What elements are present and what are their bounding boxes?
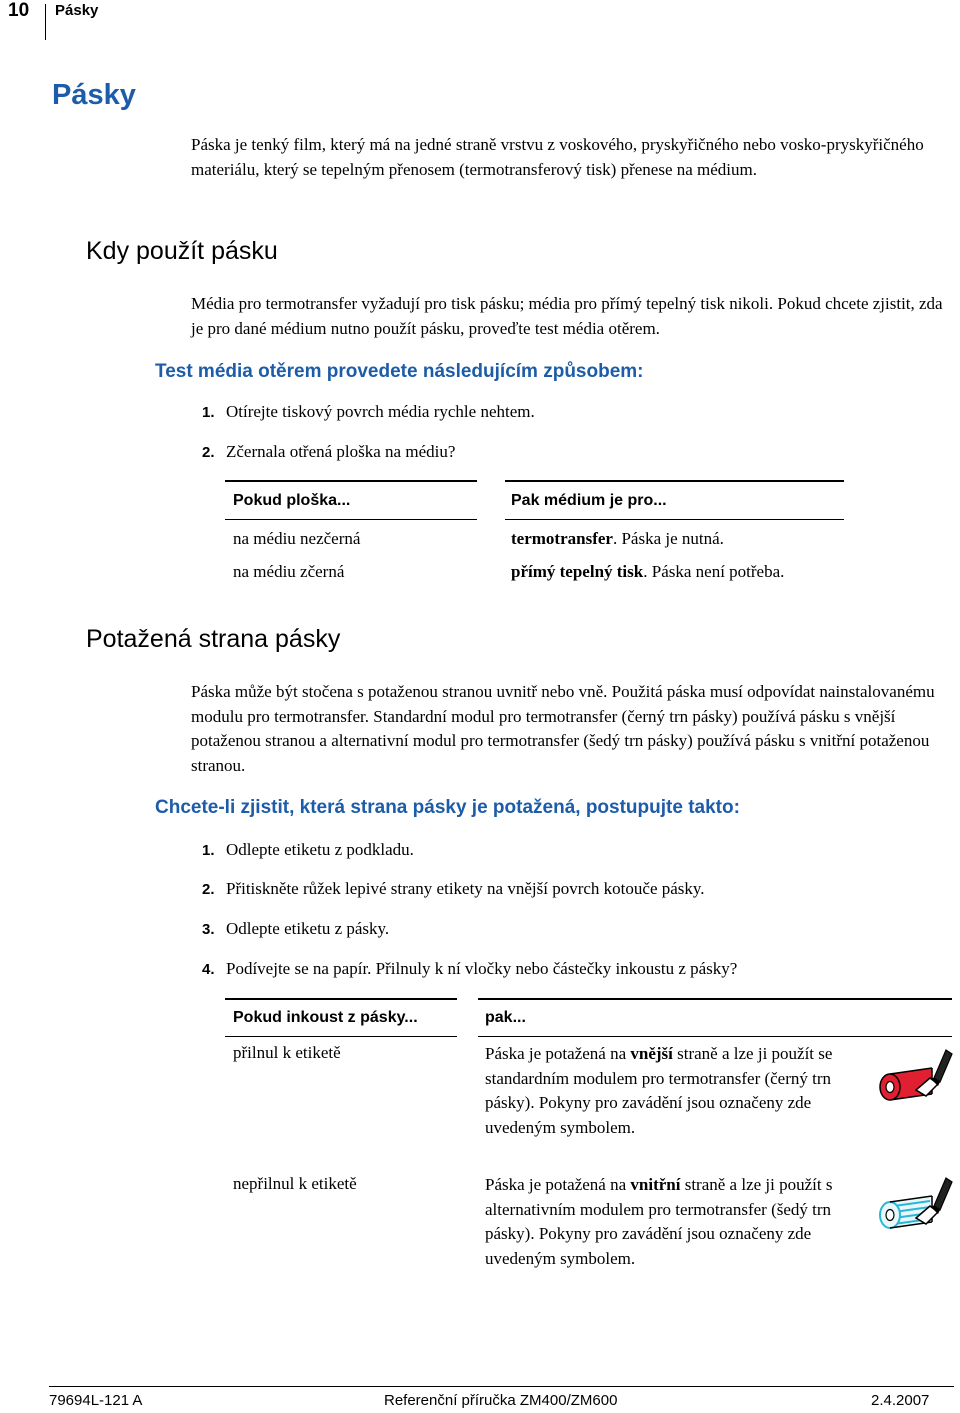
step-number: 4. <box>202 961 215 978</box>
ribbon-outside-coated-icon <box>872 1044 956 1112</box>
page-number: 10 <box>8 0 30 21</box>
potazena-paragraph: Páska může být stočena s potaženou stranou uvnitř nebo vně. Použitá páska musí odpovídat nainstalovanému modulu pro termotransfer. Standardní modul pro termotransfer (černý trn pásky) používá pásku s vnější potaženou stranou a alternativní modul pro termotransfer (šedý trn pásky) používá pásku s vnitřní potaženou stranou. <box>191 682 935 775</box>
step-number: 2. <box>202 881 215 898</box>
test-subheading: Test média otěrem provedete následujícím způsobem: <box>155 361 644 382</box>
table-rule <box>225 1036 457 1037</box>
table-header-cell: Pokud ploška... <box>233 492 351 509</box>
header-divider <box>45 4 46 40</box>
table-cell-text: Páska je potažená na <box>485 1175 631 1194</box>
step-text: Otírejte tiskový povrch média rychle nehtem. <box>226 402 535 421</box>
list-item <box>202 877 705 903</box>
table-cell-text: straně a lze ji použít s alternativním modulem pro termotransfer (šedý trn pásky). Pokyny pro zavádění jsou označeny zde uvedeným symbolem. <box>485 1175 833 1268</box>
list-item <box>202 838 414 864</box>
table-rule <box>478 998 952 1000</box>
table-cell-text: straně a lze ji použít se standardním modulem pro termotransfer (černý trn pásky). Pokyny pro zavádění jsou označeny zde uvedeným symbolem. <box>485 1044 833 1137</box>
table-cell-text: Páska je potažená na <box>485 1044 631 1063</box>
page-title: Pásky <box>52 79 136 111</box>
table-rule <box>225 519 477 520</box>
step-number: 1. <box>202 404 215 421</box>
table-cell: na médiu nezčerná <box>233 529 361 548</box>
table-rule <box>478 1036 952 1037</box>
table-cell-text: . Páska je nutná. <box>612 529 724 548</box>
footer-doc-id: 79694L-121 A <box>49 1392 143 1409</box>
step-text: Podívejte se na papír. Přilnuly k ní vločky nebo částečky inkoustu z pásky? <box>226 959 738 978</box>
table-rule <box>505 519 844 520</box>
coated-side-label: vnější <box>630 1044 673 1063</box>
table-header-cell: Pokud inkoust z pásky... <box>233 1009 418 1026</box>
step-text: Odlepte etiketu z podkladu. <box>226 840 414 859</box>
table-rule <box>225 998 457 1000</box>
step-number: 2. <box>202 444 215 461</box>
step-number: 3. <box>202 921 215 938</box>
media-type: termotransfer <box>511 529 613 548</box>
coated-side-subheading: Chcete-li zjistit, která strana pásky je potažená, postupujte takto: <box>155 797 740 818</box>
table-cell <box>485 1173 840 1271</box>
coated-side-label: vnitřní <box>630 1175 681 1194</box>
table-cell <box>485 1042 840 1140</box>
table-cell: přilnul k etiketě <box>233 1043 341 1062</box>
table-rule <box>225 480 477 482</box>
table-rule <box>505 480 844 482</box>
section-heading-kdy: Kdy použít pásku <box>86 237 278 265</box>
table-header-cell: pak... <box>485 1009 526 1026</box>
step-number: 1. <box>202 842 215 859</box>
list-item <box>202 917 389 943</box>
step-text: Zčernala otřená ploška na médiu? <box>226 442 456 461</box>
ribbon-inside-coated-icon <box>872 1172 956 1240</box>
footer-divider <box>49 1386 954 1387</box>
running-title: Pásky <box>55 2 99 19</box>
table-cell <box>511 529 724 549</box>
table-cell <box>511 562 784 582</box>
list-item <box>202 957 737 983</box>
footer-manual-title: Referenční příručka ZM400/ZM600 <box>384 1392 618 1409</box>
list-item <box>202 400 535 426</box>
table-cell: na médiu zčerná <box>233 562 345 581</box>
list-item <box>202 440 455 466</box>
kdy-paragraph: Média pro termotransfer vyžadují pro tisk pásku; média pro přímý tepelný tisk nikoli. Pokud chcete zjistit, zda je pro dané médium nutno použít pásku, proveďte test média otěrem. <box>191 294 943 338</box>
step-text: Odlepte etiketu z pásky. <box>226 919 390 938</box>
table-cell-text: . Páska není potřeba. <box>643 562 785 581</box>
step-text: Přitiskněte růžek lepivé strany etikety na vnější povrch kotouče pásky. <box>226 879 705 898</box>
section-heading-potazena: Potažená strana pásky <box>86 625 341 653</box>
footer-date: 2.4.2007 <box>871 1392 930 1409</box>
table-header-cell: Pak médium je pro... <box>511 492 667 509</box>
media-type: přímý tepelný tisk <box>511 562 644 581</box>
table-cell: nepřilnul k etiketě <box>233 1174 357 1193</box>
intro-paragraph: Páska je tenký film, který má na jedné straně vrstvu z voskového, pryskyřičného nebo vosko-pryskyřičného materiálu, který se tepelným přenosem (termotransferový tisk) přenese na médium. <box>191 135 924 179</box>
